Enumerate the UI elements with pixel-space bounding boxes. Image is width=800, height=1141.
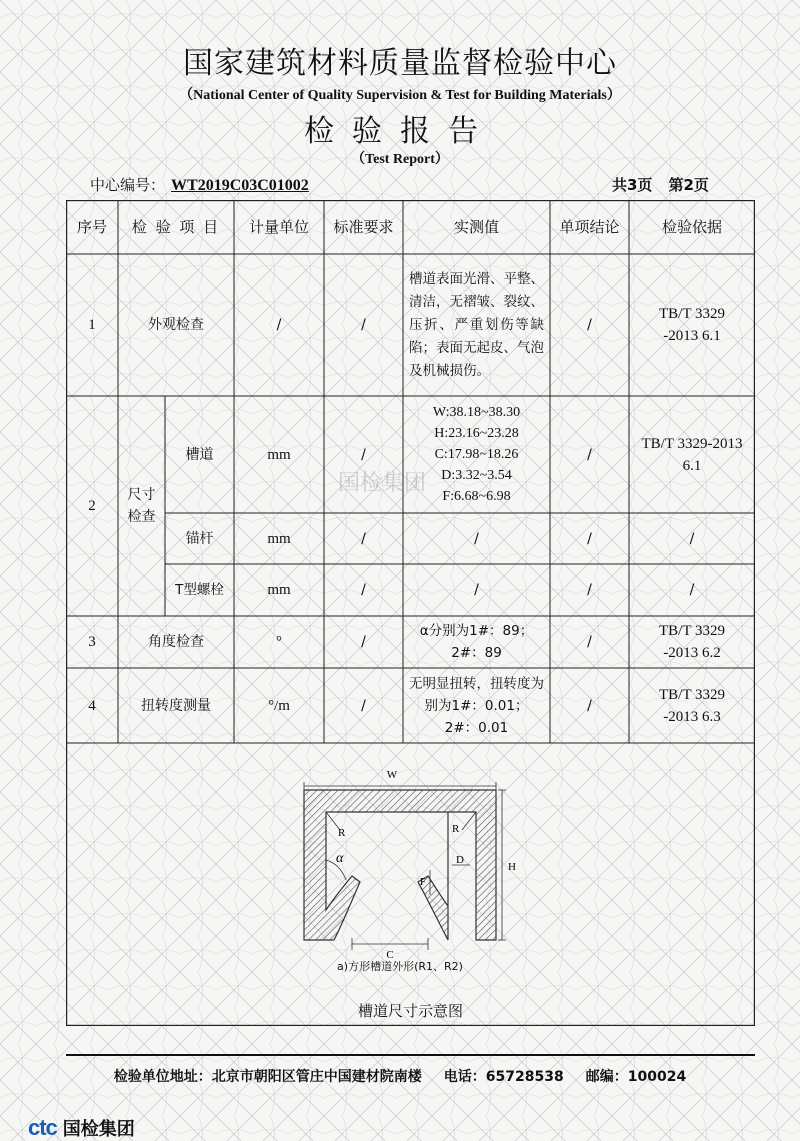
row2-sub3-unit: mm (267, 582, 291, 598)
diagram-caption: 槽道尺寸示意图 (357, 1002, 463, 1020)
diagram-subcaption: a)方形槽道外形(R1、R2) (337, 960, 463, 973)
row2-item: 尺寸检查 (127, 487, 156, 525)
row2-sub1-basis: TB/T 3329-2013 6.1 (641, 435, 743, 474)
row2-sub1-requirement: / (361, 446, 366, 463)
label-w: W (386, 769, 398, 781)
row3-measured: α分别为1#：89；2#：89 (419, 623, 534, 661)
row3-no: 3 (88, 634, 96, 650)
row4-requirement: / (361, 697, 366, 714)
measured-h: H:23.16~23.28 (434, 426, 519, 441)
row3-requirement: / (361, 634, 366, 650)
row2-sub3-requirement: / (361, 582, 366, 598)
group-watermark: 国检集团 (338, 471, 427, 496)
footer-postcode: 邮编：100024 (585, 1069, 687, 1085)
col-header-unit: 计量单位 (248, 218, 309, 236)
center-title-cn: 国家建筑材料质量监督检验中心 (183, 46, 617, 81)
center-code-label: 中心编号： (90, 176, 166, 194)
row4-conclusion: / (587, 697, 592, 714)
row1-no: 1 (88, 317, 96, 333)
total-pages: 共3页 (612, 176, 653, 194)
row3-basis: TB/T 3329 -2013 6.2 (659, 623, 725, 661)
row1-basis: TB/T 3329 -2013 6.1 (659, 306, 725, 344)
row1-requirement: / (361, 317, 366, 333)
col-header-basis: 检验依据 (661, 218, 722, 236)
row2-sub2-name: 锚杆 (185, 530, 214, 547)
row2-sub3-basis: / (689, 582, 695, 598)
row2-sub2-requirement: / (361, 530, 366, 547)
measured-c: C:17.98~18.26 (434, 447, 519, 462)
measured-d: D:3.32~3.54 (441, 468, 512, 483)
page-counter (612, 174, 709, 195)
label-d: D (456, 854, 464, 866)
col-header-no: 序号 (76, 218, 107, 236)
center-code-value: WT2019C03C01002 (171, 177, 309, 194)
row1-conclusion: / (587, 317, 592, 333)
row4-unit: °/m (268, 697, 290, 714)
center-title-en: （National Center of Quality Supervision & Test for Building Materials） (179, 88, 621, 103)
channel-dimension-diagram (290, 760, 520, 960)
label-c: C (386, 949, 394, 960)
row1-item: 外观检查 (148, 317, 204, 333)
row2-sub2-unit: mm (267, 530, 291, 547)
col-header-conclusion: 单项结论 (559, 218, 620, 236)
row2-sub3-name: T型螺栓 (175, 582, 224, 598)
footer-contact (0, 1066, 800, 1086)
ctc-logo-name: 国检集团 (62, 1119, 135, 1140)
footer-address: 检验单位地址：北京市朝阳区管庄中国建材院南楼 (113, 1069, 422, 1085)
ctc-logo (28, 1115, 135, 1141)
label-f: F (420, 877, 426, 888)
label-alpha: α (336, 851, 344, 866)
col-header-item: 检 验 项 目 (131, 218, 221, 236)
row1-measured: 槽道表面光滑、平整、清洁，无褶皱、裂纹、压折、严重划伤等缺陷；表面无起皮、气泡及机械损伤。 (409, 270, 544, 379)
current-page: 第2页 (668, 176, 709, 194)
row1-unit: / (276, 317, 282, 333)
row4-no: 4 (88, 697, 96, 714)
report-title-cn: 检验报告 (304, 114, 496, 149)
center-code (90, 174, 309, 195)
row2-sub2-conclusion: / (587, 530, 592, 547)
measured-f: F:6.68~6.98 (442, 489, 511, 504)
footer-divider (66, 1053, 755, 1057)
row2-no: 2 (88, 498, 96, 514)
ctc-logo-mark: ctc (28, 1115, 57, 1140)
label-r-left: R (338, 827, 346, 839)
row4-basis: TB/T 3329 -2013 6.3 (659, 686, 725, 725)
footer-phone: 电话：65728538 (443, 1069, 564, 1085)
row2-sub2-measured: / (474, 530, 479, 547)
row3-conclusion: / (587, 634, 592, 650)
row2-sub1-name: 槽道 (185, 446, 214, 463)
row3-item: 角度检查 (148, 634, 204, 650)
row2-sub1-conclusion: / (587, 446, 592, 463)
col-header-requirement: 标准要求 (333, 218, 394, 236)
label-h: H (508, 861, 516, 873)
col-header-measured: 实测值 (453, 218, 499, 236)
row4-item: 扭转度测量 (141, 697, 211, 714)
label-r-right: R (452, 823, 460, 835)
measured-w: W:38.18~38.30 (432, 405, 521, 420)
row2-sub2-basis: / (689, 530, 695, 547)
report-title-en: （Test Report） (351, 152, 449, 167)
row2-sub1-unit: mm (267, 446, 291, 463)
row4-measured: 无明显扭转，扭转度为别为1#：0.01；2#：0.01 (409, 675, 544, 736)
row2-sub3-measured: / (474, 582, 479, 598)
row3-unit: ° (276, 634, 282, 650)
row2-sub3-conclusion: / (587, 582, 592, 598)
